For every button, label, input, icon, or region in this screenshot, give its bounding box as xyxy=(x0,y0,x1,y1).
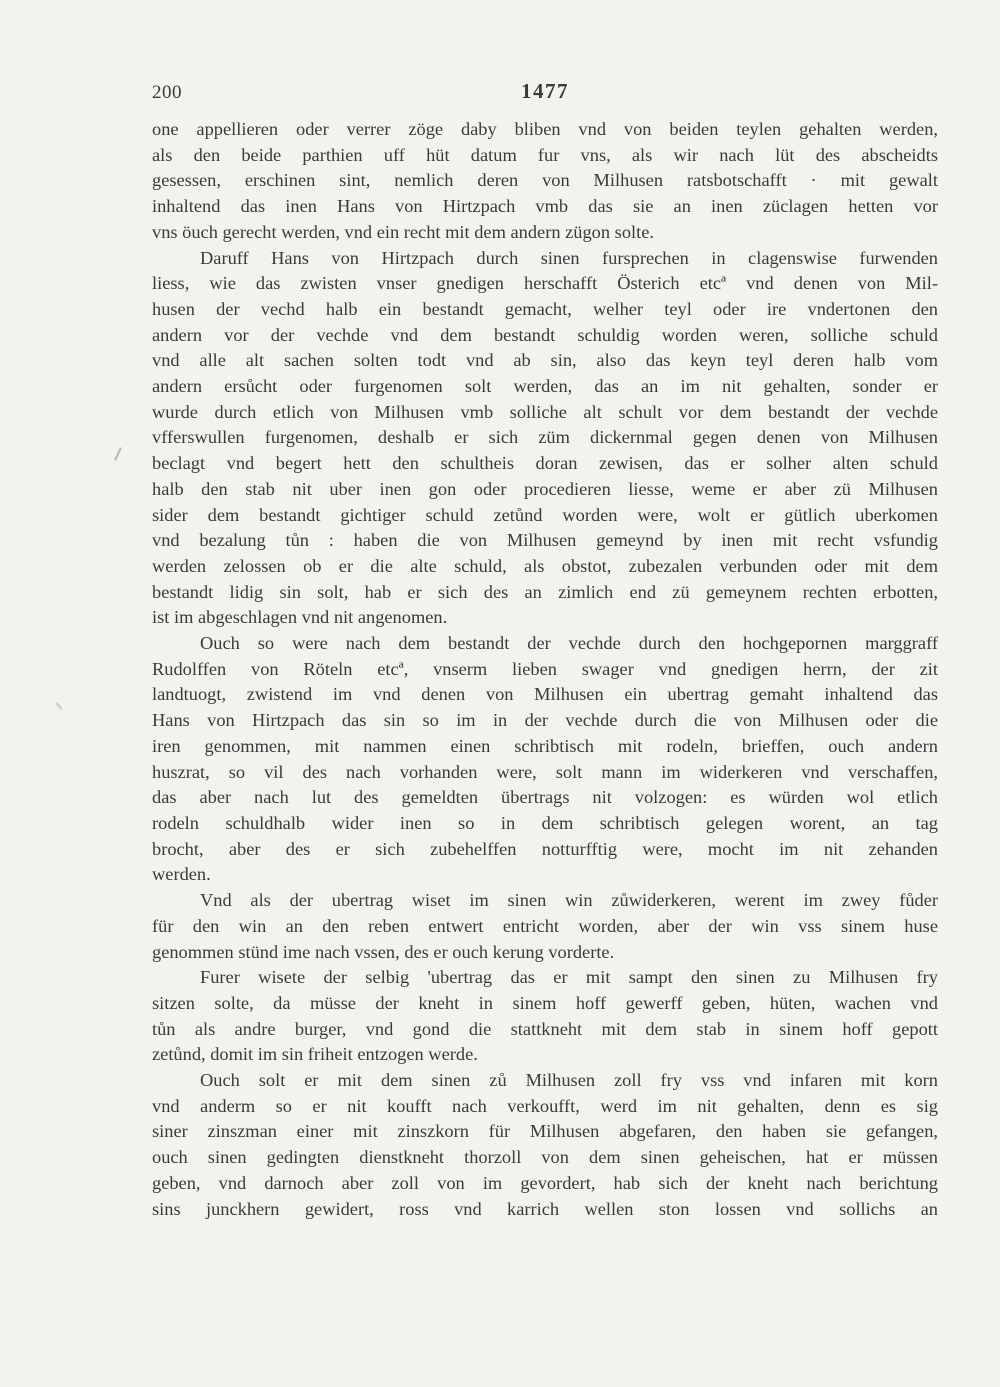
text-line: ist im abgeschlagen vnd nit angenomen. xyxy=(152,607,448,628)
text-line: tůn als andre burger, vnd gond die stattkneht mit dem stab in sinem hoff gepott xyxy=(152,1018,938,1039)
paragraph-6 xyxy=(152,1068,938,1222)
text-line: ouch sinen gedingten dienstkneht thorzoll von dem sinen geheischen, hat er müssen xyxy=(152,1147,938,1168)
text-line: Ouch so were nach dem bestandt der vechde durch den hochgepornen marggraff xyxy=(200,633,938,654)
text-line: gesessen, erschinen sint, nemlich deren von Milhusen ratsbotschafft · mit gewalt xyxy=(152,170,938,191)
text-line: das aber nach lut des gemeldten übertrags nit volzogen: es würden wol etlich xyxy=(152,787,938,808)
text-line: sider dem bestandt gichtiger schuld zetůnd worden were, wolt er gütlich uberkomen xyxy=(152,504,938,525)
text-line: andern ersůcht oder furgenomen solt werden, das an im nit gehalten, sonder er xyxy=(152,376,938,397)
text-line: andern vor der vechde vnd dem bestandt schuldig worden weren, solliche schuld xyxy=(152,324,938,345)
text-line: huszrat, so vil des nach vorhanden were, solt mann im widerkeren vnd verschaffen, xyxy=(152,761,938,782)
text-line: vfferswullen furgenomen, deshalb er sich züm dickernmal gegen denen von Milhusen xyxy=(152,427,938,448)
year-heading: 1477 xyxy=(521,79,569,103)
scan-mark xyxy=(56,702,63,709)
paragraph-3 xyxy=(152,631,938,888)
text-line: sitzen solte, da müsse der kneht in sinem hoff gewerff geben, hüten, wachen vnd xyxy=(152,992,938,1013)
text-line: brocht, aber des er sich zubehelffen notturfftig were, mocht im nit zehanden xyxy=(152,838,938,859)
body-text xyxy=(152,117,938,1222)
paragraph-1 xyxy=(152,117,938,246)
paragraph-4 xyxy=(152,888,938,965)
text-line: Daruff Hans von Hirtzpach durch sinen fursprechen in clagenswise furwenden xyxy=(200,247,938,268)
text-line: liess, wie das zwisten vnser gnedigen herschafft Österich etcª vnd denen von Mil- xyxy=(152,273,938,294)
text-line: zetůnd, domit im sin friheit entzogen werde. xyxy=(152,1044,478,1065)
scan-mark xyxy=(114,447,122,461)
text-line: siner zinszman einer mit zinszkorn für Milhusen abgefaren, den haben sie gefangen, xyxy=(152,1121,938,1142)
text-line: beclagt vnd begert hett den schultheis doran zewisen, das er solher alten schuld xyxy=(152,453,938,474)
text-line: Hans von Hirtzpach das sin so im in der vechde durch die von Milhusen oder die xyxy=(152,710,938,731)
text-line: iren genommen, mit nammen einen schribtisch mit rodeln, brieffen, ouch andern xyxy=(152,735,938,756)
paragraph-5 xyxy=(152,965,938,1068)
text-line: inhaltend das inen Hans von Hirtzpach vmb das sie an inen züclagen hetten vor xyxy=(152,196,938,217)
text-line: als den beide parthien uff hüt datum fur vns, als wir nach lüt des abscheidts xyxy=(152,144,938,165)
text-line: Rudolffen von Röteln etcª, vnserm lieben swager vnd gnedigen herrn, der zit xyxy=(152,658,938,679)
text-line: husen der vechd halb ein bestandt gemacht, welher teyl oder ire vndertonen den xyxy=(152,298,938,319)
text-line: Vnd als der ubertrag wiset im sinen win zůwiderkeren, werent im zwey fůder xyxy=(200,890,938,911)
text-line: wurde durch etlich von Milhusen vmb solliche alt schult vor dem bestandt der vechde xyxy=(152,401,938,422)
text-line: werden. xyxy=(152,864,211,885)
text-line: geben, vnd darnoch aber zoll von im gevordert, hab sich der kneht nach berichtung xyxy=(152,1172,938,1193)
text-line: vnd alle alt sachen solten todt vnd ab sin, also das keyn teyl deren halb vom xyxy=(152,350,938,371)
text-line: halb den stab nit uber inen gon oder procedieren liesse, weme er aber zü Milhusen xyxy=(152,478,938,499)
text-line: Ouch solt er mit dem sinen zů Milhusen zoll fry vss vnd infaren mit korn xyxy=(200,1070,938,1091)
text-line: vnd anderm so er nit koufft nach verkoufft, werd im nit gehalten, denn es sig xyxy=(152,1095,938,1116)
text-line: one appellieren oder verrer zöge daby bliben vnd von beiden teylen gehalten werden, xyxy=(152,119,938,139)
text-line: für den win an den reben entwert entricht worden, aber der win vss sinem huse xyxy=(152,915,938,936)
text-line: Furer wisete der selbig 'ubertrag das er mit sampt den sinen zu Milhusen fry xyxy=(200,967,938,988)
text-line: bestandt lidig sin solt, hab er sich des an zimlich end zü gemeynem rechten erbotten, xyxy=(152,581,938,602)
page-number: 200 xyxy=(152,82,182,103)
text-line: rodeln schuldhalb wider inen so in dem schribtisch gelegen worent, an tag xyxy=(152,812,938,833)
text-line: vns öuch gerecht werden, vnd ein recht mit dem andern zügon solte. xyxy=(152,221,655,242)
text-line: vnd bezalung tůn : haben die von Milhusen gemeynd by inen mit recht vsfundig xyxy=(152,530,938,551)
paragraph-2 xyxy=(152,246,938,632)
text-line: sins junckhern gewidert, ross vnd karrich wellen ston lossen vnd sollichs an xyxy=(152,1198,938,1219)
text-line: landtuogt, zwistend im vnd denen von Milhusen ein ubertrag gemaht inhaltend das xyxy=(152,684,938,705)
text-line: genommen stünd ime nach vssen, des er ouch kerung vorderte. xyxy=(152,941,615,962)
text-line: werden zelossen ob er die alte schuld, als obstot, zubezalen verbunden oder mit dem xyxy=(152,555,938,576)
page-header xyxy=(152,79,938,112)
